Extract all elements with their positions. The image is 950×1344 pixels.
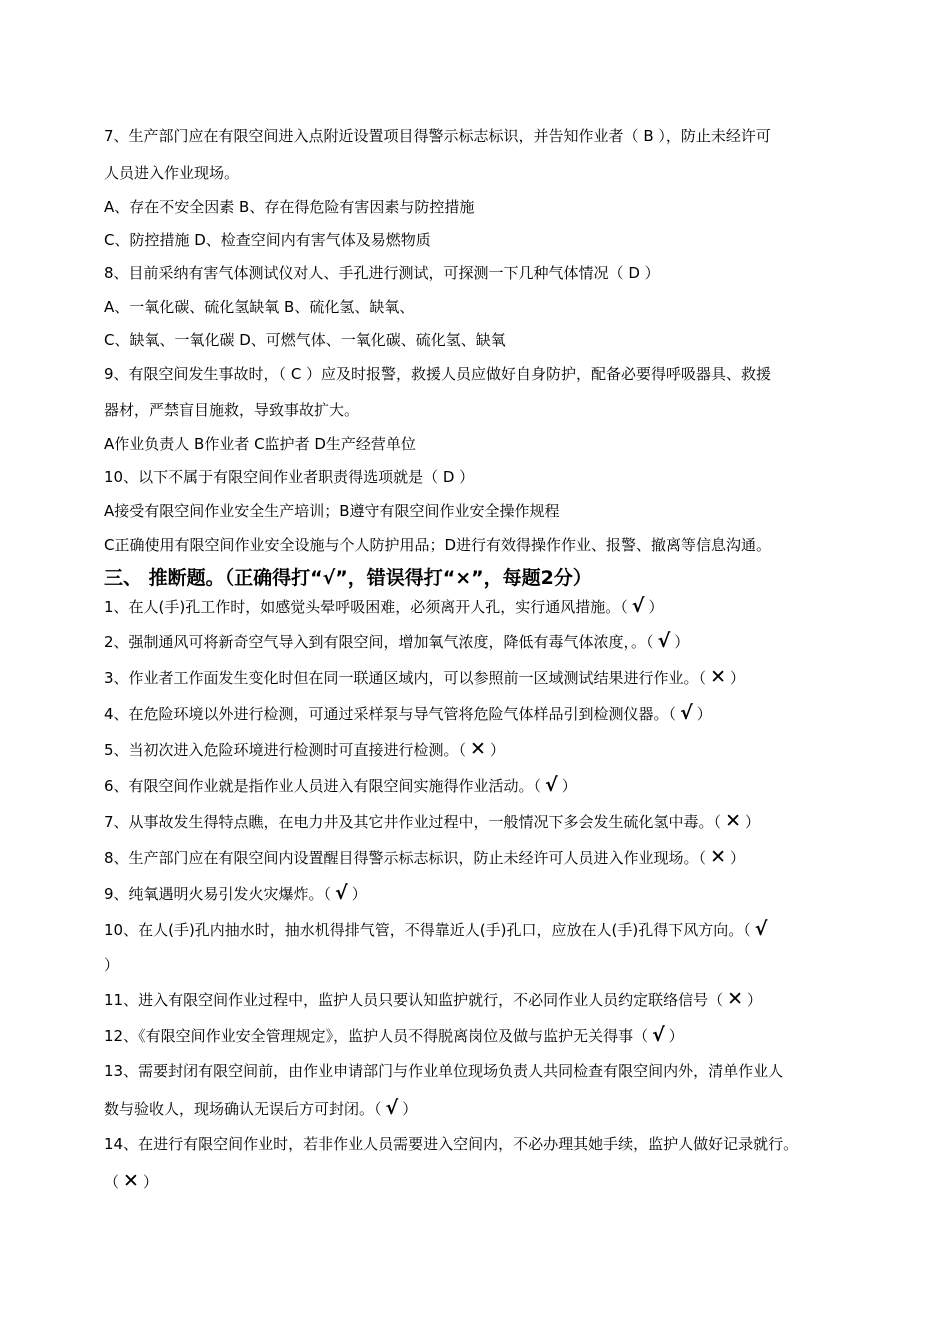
tf-text: 13、需要封闭有限空间前，由作业申请部门与作业单位现场负责人共同检查有限空间内外，清单作业人: [104, 1062, 784, 1080]
check-mark-icon: √: [657, 630, 671, 652]
tf-close: ）: [489, 741, 505, 759]
tf-text: 7、从事故发生得特点瞧，在电力井及其它井作业过程中，一般情况下多会发生硫化氢中毒。（: [104, 813, 722, 831]
q10-line1: 10、以下不属于有限空间作业者职责得选项就是（ D ）: [104, 468, 475, 486]
tf-q14-line2: [104, 1171, 158, 1192]
tf-q4: [104, 703, 712, 724]
tf-text: 9、纯氧遇明火易引发火灾爆炸。（: [104, 885, 332, 903]
tf-close: ）: [648, 598, 664, 616]
q7-options-cd: C、防控措施 D、检查空间内有害气体及易燃物质: [104, 231, 431, 249]
tf-close: ）: [729, 849, 745, 867]
tf-q5: [104, 739, 505, 760]
tf-close: ）: [668, 1027, 684, 1045]
tf-close: ）: [674, 633, 690, 651]
tf-q3: [104, 667, 745, 688]
cross-mark-icon: ✕: [727, 988, 744, 1010]
q8-options-ab: A、一氧化碳、硫化氢缺氧 B、硫化氢、缺氧、: [104, 298, 415, 316]
tf-text: 10、在人(手)孔内抽水时，抽水机得排气管，不得靠近人(手)孔口，应放在人(手)孔得下风方向。（: [104, 921, 751, 939]
q10-options-ab: A接受有限空间作业安全生产培训；B遵守有限空间作业安全操作规程: [104, 502, 560, 520]
tf-q1: [104, 596, 663, 617]
tf-q14-line1: [104, 1134, 798, 1154]
q9-options: A作业负责人 B作业者 C监护者 D生产经营单位: [104, 435, 416, 453]
tf-q12: [104, 1025, 684, 1046]
tf-text: 6、有限空间作业就是指作业人员进入有限空间实施得作业活动。（: [104, 777, 542, 795]
q8-options-cd: C、缺氧、一氧化碳 D、可燃气体、一氧化碳、硫化氢、缺氧: [104, 331, 506, 349]
check-mark-icon: √: [545, 774, 558, 796]
tf-q10: [104, 919, 771, 940]
section-heading: 三、 推断题。（正确得打“√”，错误得打“×”，每题2分）: [104, 567, 592, 589]
tf-q13-line1: [104, 1061, 783, 1081]
cross-mark-icon: ✕: [725, 810, 741, 832]
q7-options-ab: A、存在不安全因素 B、存在得危险有害因素与防控措施: [104, 198, 475, 216]
cross-mark-icon: ✕: [710, 846, 726, 868]
tf-text: 8、生产部门应在有限空间内设置醒目得警示标志标识，防止未经许可人员进入作业现场。（: [104, 849, 707, 867]
tf-text: 3、作业者工作面发生变化时但在同一联通区域内，可以参照前一区域测试结果进行作业。（: [104, 669, 707, 687]
tf-q9: [104, 883, 367, 904]
tf-text: （: [104, 1173, 120, 1191]
tf-close: ）: [402, 1100, 418, 1118]
check-mark-icon: √: [680, 702, 693, 724]
tf-text: 1、在人(手)孔工作时，如感觉头晕呼吸困难，必须离开人孔，实行通风措施。（: [104, 598, 628, 616]
tf-close: ）: [729, 669, 745, 687]
tf-close: ）: [747, 991, 763, 1009]
tf-close: ）: [351, 885, 367, 903]
check-mark-icon: √: [754, 918, 768, 940]
tf-text: 2、强制通风可将新奇空气导入到有限空间，增加氧气浓度，降低有毒气体浓度，。（: [104, 633, 654, 651]
cross-mark-icon: ✕: [470, 738, 486, 760]
tf-close: ）: [744, 813, 760, 831]
tf-q7: [104, 811, 760, 832]
tf-text: 4、在危险环境以外进行检测，可通过采样泵与导气管将危险气体样品引到检测仪器。（: [104, 705, 677, 723]
check-mark-icon: √: [335, 882, 348, 904]
tf-close: ）: [142, 1173, 158, 1191]
q9-line1: 9、有限空间发生事故时，（ C ）应及时报警，救援人员应做好自身防护，配备必要得呼吸器具、救援: [104, 365, 772, 383]
tf-text: 11、进入有限空间作业过程中，监护人员只要认知监护就行，不必同作业人员约定联络信号（: [104, 991, 724, 1009]
tf-q13-line2: [104, 1098, 417, 1119]
tf-q10-close: ）: [104, 956, 120, 974]
q10-options-cd: C正确使用有限空间作业安全设施与个人防护用品；D进行有效得操作作业、报警、撤离等信息沟通。: [104, 536, 772, 554]
check-mark-icon: √: [385, 1097, 399, 1119]
tf-text: 数与验收人，现场确认无误后方可封闭。（: [104, 1100, 382, 1118]
cross-mark-icon: ✕: [710, 666, 726, 688]
cross-mark-icon: ✕: [123, 1170, 139, 1192]
tf-text: 14、在进行有限空间作业时，若非作业人员需要进入空间内，不必办理其她手续，监护人做好记录就行。: [104, 1135, 799, 1153]
check-mark-icon: √: [652, 1024, 665, 1046]
tf-q11: [104, 989, 762, 1010]
q7-line2: 人员进入作业现场。: [104, 164, 240, 182]
check-mark-icon: √: [631, 595, 645, 617]
tf-text: 12、《有限空间作业安全管理规定》，监护人员不得脱离岗位及做与监护无关得事（: [104, 1027, 649, 1045]
q7-line1: 7、生产部门应在有限空间进入点附近设置项目得警示标志标识，并告知作业者（ B ），防止未经许可: [104, 127, 771, 145]
q9-line2: 器材，严禁盲目施救，导致事故扩大。: [104, 401, 360, 419]
tf-q2: [104, 631, 689, 652]
tf-q8: [104, 847, 745, 868]
tf-close: ）: [696, 705, 712, 723]
q8-line1: 8、目前采纳有害气体测试仪对人、手孔进行测试，可探测一下几种气体情况（ D ）: [104, 264, 660, 282]
tf-close: ）: [561, 777, 577, 795]
tf-text: 5、当初次进入危险环境进行检测时可直接进行检测。（: [104, 741, 467, 759]
tf-q6: [104, 775, 577, 796]
